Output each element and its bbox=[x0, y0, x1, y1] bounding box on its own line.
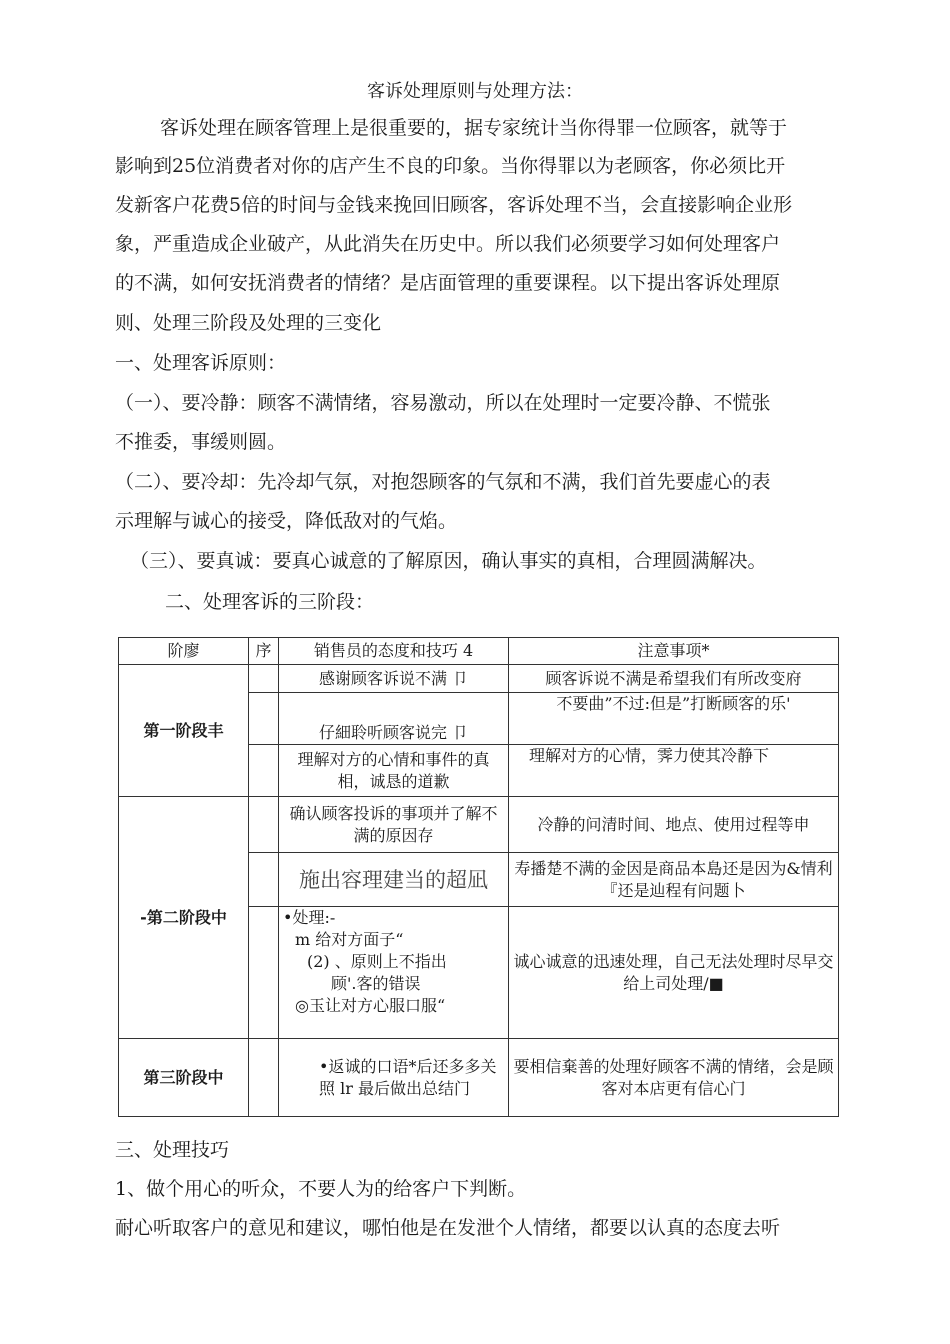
technique-1-text: 耐心听取客户的意见和建议，哪怕他是在发泄个人情绪，都要以认真的态度去听 bbox=[115, 1217, 781, 1239]
stage1-note-1: 顾客诉说不满是希望我们有所改变府 bbox=[509, 665, 839, 693]
stage2-skill-3-line: •处理:- bbox=[283, 908, 336, 927]
stage2-skill-3-line: m 给对方面子“ bbox=[295, 930, 404, 949]
intro-line-6: 则、处理三阶段及处理的三变化 bbox=[115, 312, 382, 334]
intro-line-3: 发新客户花费5倍的时间与金钱来挽回旧顾客，客诉处理不当，会直接影响企业形 bbox=[115, 194, 793, 216]
header-skill: 销售员的态度和技巧 4 bbox=[279, 638, 509, 665]
stage1-label: 第一阶段丰 bbox=[119, 665, 249, 797]
table-header-row bbox=[119, 638, 839, 665]
stage3-label: 第三阶段中 bbox=[119, 1039, 249, 1117]
header-stage: 阶廖 bbox=[119, 638, 249, 665]
table-row bbox=[119, 1039, 839, 1117]
document-title: 客诉处理原则与处理方法： bbox=[367, 81, 583, 102]
principle-1-line-2: 不推委，事缓则圆。 bbox=[115, 431, 287, 453]
principle-2-line-2: 示理解与诚心的接受，降低敌对的气焰。 bbox=[115, 510, 458, 532]
stage2-note-1: 冷静的问清时间、地点、使用过程等申 bbox=[509, 797, 839, 853]
intro-line-4: 象，严重造成企业破产，从此消失在历史中。所以我们必须要学习如何处理客户 bbox=[115, 233, 781, 255]
stage2-skill-3 bbox=[279, 907, 509, 1039]
intro-line-5: 的不满，如何安抚消费者的情绪？是店面管理的重要课程。以下提出客诉处理原 bbox=[115, 272, 781, 294]
section2-heading: 二、处理客诉的三阶段： bbox=[165, 591, 375, 613]
stage2-note-2: 寿播楚不满的金因是商品本島还是因为&情利『还是辿程有问题卜 bbox=[509, 853, 839, 907]
stage1-note-2: 不要曲”不过:但是”打断顾客的乐' bbox=[509, 693, 839, 745]
intro-line-1: 客诉处理在顾客管理上是很重要的，据专家统计当你得罪一位顾客，就等于 bbox=[160, 117, 788, 139]
header-notes: 注意事项* bbox=[509, 638, 839, 665]
section1-heading: 一、处理客诉原则： bbox=[115, 352, 287, 374]
intro-line-2: 影响到25位消费者对你的店产生不良的印象。当你得罪以为老顾客，你必须比开 bbox=[115, 155, 786, 177]
stage1-skill-1: 感谢顾客诉说不满 卩 bbox=[279, 665, 509, 693]
stage3-skill: •返诚的口语*后还多多关照 lr 最后做出总结门 bbox=[279, 1039, 509, 1117]
stage1-skill-3: 理解对方的心情和事件的真相，诚恳的道歉 bbox=[279, 745, 509, 797]
table-row bbox=[119, 797, 839, 853]
table-row bbox=[119, 665, 839, 693]
principle-1-line-1: （一）、要冷静：顾客不满情绪，容易激动，所以在处理时一定要冷静、不慌张 bbox=[115, 392, 771, 414]
principle-2-line-1: （二）、要冷却：先冷却气氛，对抱怨顾客的气氛和不满，我们首先要虚心的表 bbox=[115, 471, 771, 493]
stage2-skill-3-line: (2) 、原则上不指出 bbox=[307, 952, 447, 971]
stage2-skill-2: 施出容理建当的超凪 bbox=[279, 853, 509, 907]
stage2-note-3: 诚心诚意的迅速处理，自己无法处理时尽早交给上司处理/■ bbox=[509, 907, 839, 1039]
three-stage-table bbox=[118, 637, 839, 1117]
stage2-label: -第二阶段中 bbox=[119, 797, 249, 1039]
section3-heading: 三、处理技巧 bbox=[115, 1139, 230, 1161]
stage3-note: 要相信棄善的处理好顾客不满的情绪，会是顾客对本店更有信心门 bbox=[509, 1039, 839, 1117]
header-order: 序 bbox=[249, 638, 279, 665]
stage1-skill-2: 仔細聆听顾客说完 卩 bbox=[279, 693, 509, 745]
stage2-skill-3-line: ◎玉让对方心服口服“ bbox=[295, 996, 446, 1015]
principle-3: （三）、要真诚：要真心诚意的了解原因，确认事实的真相，合理圆满解决。 bbox=[130, 550, 767, 572]
stage2-skill-1: 确认顾客投诉的事项并了解不满的原因存 bbox=[279, 797, 509, 853]
technique-1: 1、做个用心的听众，不要人为的给客户下判断。 bbox=[115, 1178, 527, 1200]
stage2-skill-3-line: 顾'.客的错误 bbox=[331, 974, 421, 993]
stage1-note-3: 理解对方的心情，霁力使其冷静下 bbox=[509, 745, 839, 797]
